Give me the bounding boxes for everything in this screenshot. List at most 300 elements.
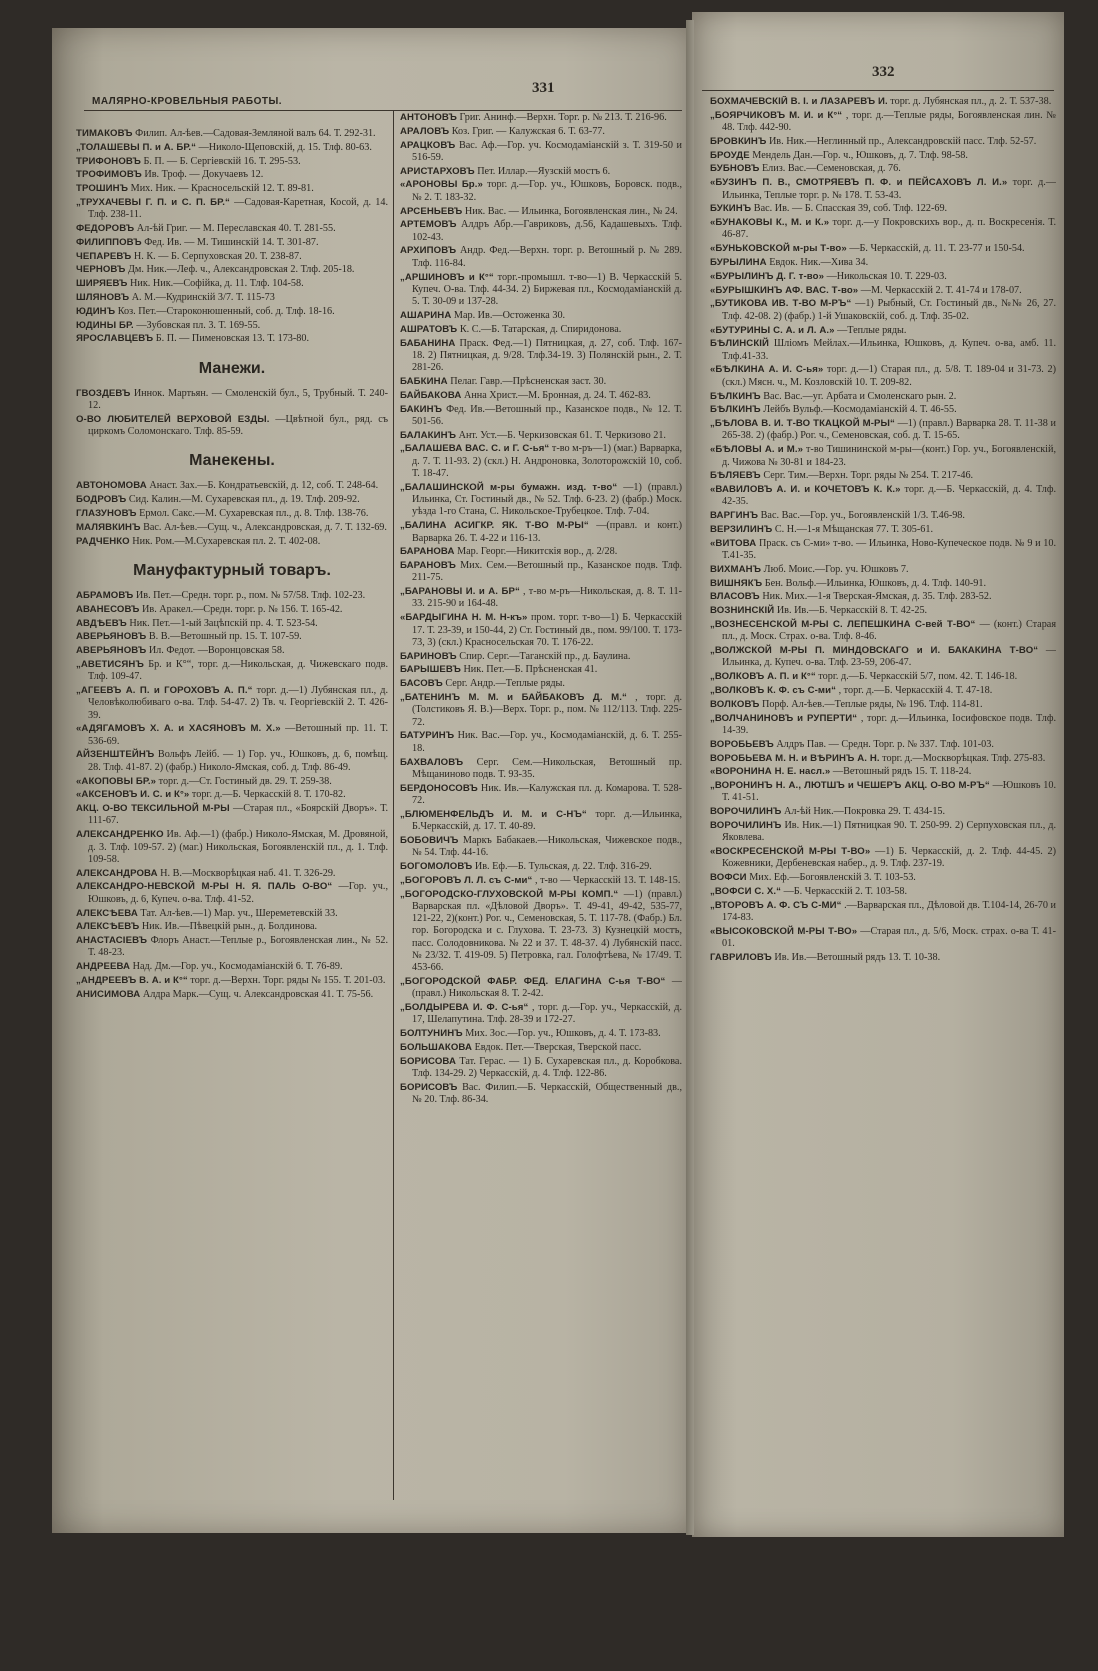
entry-details: А. М.—Кудринскій 3/7. Т. 115-73 [131, 292, 275, 304]
entry-details: Алдръ Пав. — Средн. Торг. р. № 337. Тлф. 101-03. [776, 738, 994, 750]
directory-entry [400, 664, 682, 676]
directory-entry [76, 169, 388, 181]
directory-entry [400, 889, 682, 975]
entry-details: —Николо-Щеповскій, д. 15. Тлф. 80-63. [198, 141, 372, 153]
column-divider [393, 110, 394, 1500]
entry-name: АВЕРЬЯНОВЪ [76, 631, 147, 643]
entry-details: Филип. Ал-ѣев.—Садовая-Земляной валъ 64. Т. 292-31. [135, 128, 376, 139]
directory-entry [710, 257, 1056, 269]
entry-details: торг. д.—у Покровскихъ вор., д. п. Воскресенія. Т. 46-87. [722, 217, 1056, 241]
directory-entry [400, 1002, 682, 1027]
entry-details: Порф. Ал-ѣев.—Теплые ряды, № 196. Тлф. 114-81. [762, 698, 983, 710]
directory-entry [710, 325, 1056, 337]
directory-entry [710, 338, 1056, 363]
entry-details: Б. П. — Б. Сергіевскій 16. Т. 295-53. [143, 155, 301, 167]
entry-details: Мендель Дан.—Гор. ч., Юшковъ, д. 7. Тлф. 98-58. [752, 149, 968, 161]
entry-name: О-ВО ЛЮБИТЕЛЕЙ ВЕРХОВОЙ ЕЗДЫ. [76, 413, 270, 425]
entry-name: АРИСТАРХОВЪ [400, 165, 475, 177]
directory-entry [76, 776, 388, 788]
directory-entry [76, 618, 388, 630]
entry-name: ГАВРИЛОВЪ [710, 952, 772, 963]
entry-details: Иннок. Мартьян. — Смоленскій бул., 5, Трубный. Т. 240-12. [88, 387, 388, 412]
directory-entry [710, 484, 1056, 509]
entry-name: „ВОРОНИНЪ Н. А., ЛЮТШЪ и ЧЕШЕРЪ АКЦ. О-ВО М-РЪ“ [710, 780, 990, 792]
entry-name: АЙЗЕНШТЕЙНЪ [76, 749, 155, 761]
entry-details: торг. д. Лубянская пл., д. 2. Т. 537-38. [890, 96, 1052, 107]
directory-entry [710, 136, 1056, 148]
entry-name: ВОРОБЬЕВЪ [710, 738, 774, 750]
directory-entry [710, 510, 1056, 522]
directory-entry [710, 591, 1056, 603]
entry-details: Тат. Ал-ѣев.—1) Мар. уч., Шереметевскій 33. [140, 907, 338, 919]
directory-entry [710, 900, 1056, 925]
entry-details: —Б. Черкасскій 2. Т. 103-58. [783, 886, 907, 898]
entry-details: Коз. Григ. — Калужская 6. Т. 63-77. [451, 125, 605, 137]
entry-details: Ив. Аф.—1) (фабр.) Николо-Ямская, М. Дровяной, д. 3. Тлф. 109-57. 2) (маг.) Никольская, Богоявленскій пл., д. 1. Тлф. 109-58. [88, 829, 388, 865]
entry-details: Коз. Пет.—Староконюшенный, соб. д. Тлф. 18-16. [117, 305, 335, 317]
entry-name: БАБКИНА [400, 375, 448, 387]
directory-entry [76, 306, 388, 318]
entry-details: , торг. д.—Ильинка, Іосифовское подв. Тлф. 14-39. [722, 712, 1056, 736]
directory-entry [710, 110, 1056, 135]
entry-details: Н. В.—Москворѣцкая наб. 41. Т. 326-29. [160, 867, 336, 879]
directory-entry [710, 699, 1056, 711]
entry-details: Ал-ѣй Григ. — М. Переславская 40. Т. 281-55. [136, 223, 336, 235]
directory-entry [710, 578, 1056, 590]
entry-name: «БУТУРИНЫ С. А. и Л. А.» [710, 324, 835, 336]
entry-name: «ВОРОНИНА Н. Е. насл.» [710, 766, 831, 778]
entry-name: БАРАНОВА [400, 546, 455, 558]
directory-entry [76, 522, 388, 534]
entry-details: торг. д.—Б. Черкасскій 8. Т. 170-82. [191, 789, 346, 801]
entry-name: „БЛЮМЕНФЕЛЬДЪ И. М. и С-НЪ“ [400, 808, 587, 820]
entry-name: „ВОЛКОВЪ К. Ф. съ С-ми“ [710, 685, 837, 697]
directory-entry [710, 605, 1056, 617]
directory-entry [400, 126, 682, 138]
entry-details: Н. К. — Б. Серпуховская 20. Т. 238-87. [133, 250, 302, 262]
entry-name: „БОГОРОДСКО-ГЛУХОВСКОЙ М-РЫ КОМП.“ [400, 888, 619, 900]
entry-details: Фед. Ив. — М. Тишинскій 14. Т. 301-87. [144, 236, 319, 248]
entry-name: АКЦ. О-ВО ТЕКСИЛЬНОЙ М-РЫ [76, 803, 230, 815]
entry-name: «БѢЛКИНА А. И. С-ья» [710, 364, 824, 376]
entry-details: Ник. Вас. — Ильинка, Богоявленская лин., № 24. [464, 205, 678, 217]
entry-name: „ВОЛЖСКОЙ М-РЫ П. МИНДОВСКАГО и И. БАКАКИНА Т-ВО“ [710, 645, 1039, 657]
entry-details: —1) (правл.) Ильинка, Ст. Гостиный дв., № 52. Тлф. 6-23. 2) (фабр.) Моск. уѣзда 1-го Стана, С. Никольское-Трубецкое. Тлф. 7-04. [412, 481, 682, 518]
directory-entry [710, 96, 1056, 108]
directory-entry [76, 264, 388, 276]
entry-details: Ник. Ив.—Калужская пл. д. Комарова. Т. 528-72. [412, 782, 682, 806]
header-rule-left [84, 110, 682, 111]
directory-entry [400, 678, 682, 690]
entry-details: Евдок. Пет.—Тверская, Тверской пасс. [474, 1042, 642, 1054]
entry-details: Мих. Еф.—Богоявленскій 3. Т. 103-53. [749, 872, 916, 884]
directory-entry [400, 1082, 682, 1107]
entry-name: БЕРДОНОСОВЪ [400, 782, 478, 794]
directory-entry [400, 404, 682, 429]
entry-name: БѢЛЯЕВЪ [710, 470, 761, 482]
directory-entry [710, 404, 1056, 416]
entry-name: БРОВКИНЪ [710, 135, 767, 147]
entry-name: ВОФСИ [710, 872, 747, 884]
directory-entry [76, 868, 388, 880]
directory-entry [76, 480, 388, 492]
entry-name: АЛЕКСАНДРО-НЕВСКОЙ М-РЫ Н. Я. ПАЛЬ О-ВО“ [76, 881, 333, 893]
entry-name: ГЛАЗУНОВЪ [76, 508, 137, 520]
section-heading: Манекены. [189, 452, 275, 470]
entry-name: «АКСЕНОВЪ И. С. и К°» [76, 789, 190, 801]
entry-details: Ник. Пет.—Б. Прѣсненская 41. [463, 664, 598, 676]
directory-entry [76, 237, 388, 249]
entry-name: АНТОНОВЪ [400, 112, 457, 123]
entry-details: Вас. Вас.—Гор. уч., Богоявленскій 1/3. Т.46-98. [760, 510, 965, 522]
directory-entry [710, 243, 1056, 255]
entry-details: —1) Б. Черкасскій, д. 2. Тлф. 44-45. 2) Кожевники, Дербеневская набер., д. 9. Тлф. 237-19. [722, 846, 1056, 870]
entry-name: АЛЕКСАНДРЕНКО [76, 829, 164, 841]
entry-details: Ник. Ник.—Софійка, д. 11. Тлф. 104-58. [130, 278, 304, 290]
entry-name: „АГЕЕВЪ А. П. и ГОРОХОВЪ А. П.“ [76, 685, 253, 696]
entry-details: торг. д.—Ст. Гостиный дв. 29. Т. 259-38. [158, 775, 332, 787]
entry-details: пром. торг. т-во—1) Б. Черкасскій 17. Т. 23-39, и 150-44, 2) Ст. Гостиный дв., пом. 99/100. Т. 173-73, 3) (скл.) Красносельская 70. Т. 176-22. [412, 612, 682, 648]
entry-details: Андр. Фед.—Верхн. торг. р. Ветошный р. № 289. Тлф. 116-84. [412, 245, 682, 269]
directory-entry [76, 156, 388, 168]
entry-details: торг. д.—Гор. уч., Юшковъ, Боровск. подв., № 2. Т. 183-32. [412, 179, 682, 203]
directory-entry [400, 1042, 682, 1054]
directory-entry [710, 872, 1056, 884]
entry-name: АБРАМОВЪ [76, 589, 134, 601]
entry-name: БОРИСОВЪ [400, 1081, 458, 1093]
entry-name: „ВОЗНЕСЕНСКОЙ М-РЫ С. ЛЕПЕШКИНА С-вей Т-ВО“ [710, 619, 976, 631]
directory-entry [400, 430, 682, 442]
entry-name: БАСОВЪ [400, 678, 443, 690]
directory-entry [710, 364, 1056, 389]
directory-entry [76, 223, 388, 235]
directory-entry [400, 612, 682, 649]
page-number-right: 332 [872, 64, 895, 80]
entry-name: «БУРЫЛИНЪ Д. Г. т-во» [710, 270, 825, 282]
entry-details: т-во Тишининской м-ры—(конт.) Гор. уч., Богоявленскій, д. Чижова № 30-81 и 184-23. [722, 444, 1056, 468]
entry-details: Тат. Герас. — 1) Б. Сухаревская пл., д. Коробкова. Тлф. 134-29. 2) Черкасскій, д. 4. Тлф. 122-86. [412, 1055, 682, 1080]
entry-details: Вас. Аф.—Гор. уч. Космодаміанскій з. Т. 319-50 и 516-59. [412, 139, 682, 163]
directory-entry [710, 806, 1056, 818]
entry-name: ТРОФИМОВЪ [76, 169, 142, 181]
directory-entry [710, 203, 1056, 215]
entry-name: „БОЯРЧИКОВЪ М. И. и К°“ [710, 109, 843, 121]
directory-entry [710, 780, 1056, 805]
entry-details: —Теплые ряды. [837, 324, 907, 336]
entry-name: „БОГОРОВЪ Л. Л. съ С-ми“ [400, 874, 533, 886]
entry-name: «БУНЬКОВСКОЙ м-ры Т-во» [710, 243, 847, 255]
directory-entry [400, 520, 682, 545]
directory-entry [710, 538, 1056, 563]
entry-details: Вас. Ив. — Б. Спасская 39, соб. Тлф. 122-69. [753, 203, 948, 215]
entry-details: Ник. Пет.—1-ый Зацѣпскій пр. 4. Т. 523-54. [129, 617, 318, 629]
entry-name: АРТЕМОВЪ [400, 219, 457, 231]
entry-name: ВОРОБЬЕВА М. Н. и ВѢРИНЪ А. Н. [710, 752, 880, 764]
directory-entry [400, 443, 682, 480]
entry-details: Ив. Ник.—1) Пятницкая 90. Т. 250-99. 2) Серпуховская пл., д. Яковлева. [722, 820, 1056, 844]
directory-entry [76, 494, 388, 506]
directory-entry [76, 292, 388, 304]
entry-name: БОЛЬШАКОВА [400, 1042, 473, 1054]
entry-details: —1) Рыбный, Ст. Гостиный дв., №№ 26, 27. Тлф. 42-08. 2) (фабр.) 1-й Ушаковскій, соб. д. Тлф. 35-02. [722, 298, 1056, 322]
directory-entry [400, 546, 682, 558]
entry-details: Григ. Анинф.—Верхн. Торг. р. № 213. Т. 216-96. [459, 112, 667, 123]
entry-details: Бр. и К°“, торг. д.—Никольская, д. Чижевскаго подв. Тлф. 109-47. [88, 658, 388, 683]
entry-details: —Садовая-Каретная, Косой, д. 14. Тлф. 238-11. [88, 196, 388, 221]
entry-details: торг. д.—1) Старая пл., д. 5/8. Т. 189-04 и 31-73. 2) (скл.) Мясн. ч., М. Козловскій 10. Т. 209-82. [722, 364, 1056, 388]
entry-details: Мих. Зос.—Гор. уч., Юшковъ, д. 4. Т. 173-83. [465, 1028, 661, 1040]
directory-entry [76, 128, 388, 140]
entry-name: „ТОЛАШЕВЫ П. и А. БР.“ [76, 141, 197, 153]
entry-details: —М. Черкасскій 2. Т. 41-74 и 178-07. [860, 284, 1022, 296]
directory-entry [710, 391, 1056, 403]
entry-name: „АРШИНОВЪ и К°“ [400, 271, 494, 283]
entry-details: Ив. Ив.—Ветошный рядъ 13. Т. 10-38. [774, 952, 941, 963]
entry-name: ВАРГИНЪ [710, 510, 759, 522]
directory-entry [400, 809, 682, 834]
entry-details: — (конт.) Старая пл., д. Моск. Страх. о-ва. Тлф. 8-46. [722, 619, 1056, 643]
directory-entry [76, 183, 388, 195]
header-rule-right [702, 90, 1054, 91]
entry-details: Ив. Троф. — Докучаевъ 12. [144, 169, 264, 181]
directory-entry [710, 271, 1056, 283]
entry-details: —Старая пл., д. 5/6, Моск. страх. о-ва Т. 41-01. [722, 925, 1056, 950]
entry-details: , торг. д.—Теплые ряды, Богоявленская лин. № 48. Тлф. 442-90. [722, 109, 1056, 134]
entry-name: „БУТИКОВА ИВ. Т-ВО М-РЪ“ [710, 298, 852, 310]
entry-name: БОХМАЧЕВСКІЙ В. І. и ЛАЗАРЕВЪ И. [710, 96, 888, 107]
directory-entry [400, 783, 682, 808]
entry-name: „АНДРЕЕВЪ В. А. и К°“ [76, 975, 188, 987]
directory-entry [400, 324, 682, 336]
directory-entry [400, 976, 682, 1001]
directory-entry [76, 935, 388, 960]
entry-details: .—Варварская пл., Дѣловой дв. Т.104-14, 26-70 и 174-83. [722, 899, 1056, 924]
directory-entry [710, 285, 1056, 297]
entry-details: торг. д.—Москворѣцкая. Тлф. 275-83. [882, 752, 1046, 764]
entry-name: АНДРЕЕВА [76, 961, 131, 973]
entry-details: Вольфъ Лейб. — 1) Гор. уч., Юшковъ, д. 6, помѣщ. 28. Тлф. 41-87. 2) (фабр.) Николо-Ямская, соб. д. Тлф. 86-49. [88, 749, 388, 773]
entry-details: Мар. Георг.—Никитскія вор., д. 2/28. [457, 546, 618, 558]
entry-name: АЛЕКСѢЕВА [76, 907, 138, 919]
directory-entry [76, 803, 388, 828]
entry-name: ФИЛИППОВЪ [76, 236, 142, 248]
entry-name: АШАРИНА [400, 309, 452, 321]
directory-entry [710, 418, 1056, 443]
entry-name: ШИРЯЕВЪ [76, 278, 128, 290]
entry-details: Бен. Вольф.—Ильинка, Юшковъ, д. 4. Тлф. 140-91. [764, 577, 986, 589]
directory-entry [400, 338, 682, 375]
directory-entry [76, 749, 388, 774]
directory-entry [400, 861, 682, 873]
directory-entry [400, 390, 682, 402]
entry-details: Пет. Иллар.—Яузскій мостъ 6. [477, 165, 611, 177]
directory-entry [76, 414, 388, 439]
entry-details: Шлiомъ Мейлах.—Ильинка, Юшковъ, д. Купеч. о-ва, амб. 11. Тлф.41-33. [722, 338, 1056, 362]
directory-entry [400, 482, 682, 519]
directory-entry [400, 179, 682, 204]
entry-name: АРСЕНЬЕВЪ [400, 205, 463, 217]
directory-entry [710, 524, 1056, 536]
entry-details: Алдра Марк.—Сущ. ч. Александровская 41. Т. 75-56. [142, 988, 374, 1000]
entry-name: ВИХМАНЪ [710, 563, 762, 575]
page-number-left: 331 [532, 80, 555, 96]
directory-entry [710, 150, 1056, 162]
directory-entry [400, 1056, 682, 1081]
entry-details: , торг. д.—Б. Черкасскій 4. Т. 47-18. [838, 685, 993, 697]
entry-name: АРАЛОВЪ [400, 125, 450, 137]
directory-entry [76, 197, 388, 222]
directory-entry [76, 961, 388, 973]
directory-entry [76, 921, 388, 933]
entry-details: Ник. Ив.—Пѣвецкій рын., д. Болдинова. [141, 921, 318, 933]
directory-entry [710, 753, 1056, 765]
entry-name: БАЛАКИНЪ [400, 429, 457, 441]
entry-name: ВОРОЧИЛИНЪ [710, 806, 782, 818]
entry-name: „АВЕТИСЯНЪ [76, 658, 144, 670]
entry-details: Ник. Мих.—1-я Тверская-Ямская, д. 35. Тлф. 283-52. [762, 591, 992, 603]
directory-entry [76, 320, 388, 332]
directory-entry [76, 723, 388, 748]
entry-name: ТИМАКОВЪ [76, 128, 133, 139]
entry-name: ВИШНЯКЪ [710, 577, 763, 589]
entry-details: Вас. Филип.—Б. Черкасскій, Общественный дв., № 20. Тлф. 86-34. [412, 1081, 682, 1106]
entry-name: БОБОВИЧЪ [400, 834, 459, 846]
entry-details: Ал-ѣй Ник.—Покровка 29. Т. 434-15. [783, 806, 946, 818]
entry-details: —Гор. уч., Юшковъ, д. 6, Купеч. о-ва. Тлф. 41-52. [88, 881, 388, 905]
entry-details: торг. д.—Верхн. Торг. ряды № 155. Т. 201-03. [190, 975, 386, 987]
entry-name: ЮДИНЫ БР. [76, 319, 134, 331]
running-title: МАЛЯРНО-КРОВЕЛЬНЫЯ РАБОТЫ. [92, 96, 283, 107]
entry-details: —Никольская 10. Т. 229-03. [826, 270, 947, 282]
entry-name: АВТОНОМОВА [76, 480, 147, 492]
entry-name: ЯРОСЛАВЦЕВЪ [76, 333, 154, 345]
entry-name: АВАНЕСОВЪ [76, 603, 140, 615]
entry-name: БОДРОВЪ [76, 494, 127, 506]
entry-details: —Ветошный пр. 11. Т. 536-69. [88, 723, 388, 747]
entry-name: БѢЛКИНЪ [710, 390, 761, 402]
entry-name: РАДЧЕНКО [76, 535, 130, 547]
section-heading: Мануфактурный товаръ. [133, 561, 331, 579]
directory-entry [400, 219, 682, 244]
entry-name: АНАСТАСІЕВЪ [76, 935, 148, 947]
entry-name: ТРОШИНЪ [76, 183, 129, 195]
entry-name: БАКИНЪ [400, 403, 443, 415]
directory-entry [710, 444, 1056, 469]
directory-entry [400, 272, 682, 309]
directory-entry [76, 908, 388, 920]
book-gutter [686, 20, 694, 1535]
directory-entry [76, 975, 388, 987]
entry-details: Фед. Ив.—Ветошный пр., Казанское подв., № 12. Т. 501-56. [412, 403, 682, 427]
entry-details: —Ветошный рядъ 15. Т. 118-24. [832, 766, 972, 778]
directory-entry [76, 989, 388, 1001]
directory-entry [400, 757, 682, 782]
entry-name: АВЕРЬЯНОВЪ [76, 645, 147, 657]
entry-details: Ант. Уст.—Б. Черкизовская 61. Т. Черкизово 21. [458, 429, 666, 441]
entry-name: „БАРАНОВЫ И. и А. БР“ [400, 586, 520, 598]
section-heading: Манежи. [198, 359, 266, 377]
directory-entry [76, 829, 388, 866]
entry-details: —Зубовская пл. 3. Т. 169-55. [136, 319, 261, 331]
entry-name: ЧЕПАРЕВЪ [76, 250, 132, 262]
entry-name: «ВЫСОКОВСКОЙ М-РЫ Т-ВО» [710, 925, 858, 937]
entry-details: Флоръ Анаст.—Теплые р., Богоявленская лин., № 52. Т. 48-23. [88, 935, 388, 959]
entry-details: Лейбъ Вульф.—Космодаміанскій 4. Т. 46-55. [763, 404, 957, 416]
entry-details: торг. д.—Ильинка, Б.Черкасскій, д. 17. Т. 40-89. [412, 808, 682, 833]
directory-entry [400, 835, 682, 860]
directory-entry [400, 140, 682, 165]
directory-entry [400, 560, 682, 585]
directory-entry [400, 112, 682, 124]
directory-entry [400, 310, 682, 322]
entry-details: Ив. Пет.—Средн. торг. р., пом. № 57/58. Тлф. 102-23. [135, 589, 366, 601]
directory-column-3 [710, 96, 1056, 1496]
entry-details: Ив. Еф.—Б. Тульская, д. 22. Тлф. 316-29. [474, 860, 652, 872]
entry-name: БОРИСОВА [400, 1055, 456, 1067]
entry-name: «БУЗИНЪ П. В., СМОТРЯЕВЪ П. Ф. и ПЕЙСАХОВЪ Л. И.» [710, 177, 1008, 189]
entry-name: „БАТЕНИНЪ М. М. и БАЙБАКОВЪ Д. М.“ [400, 692, 627, 704]
entry-details: —Юшковъ 10. Т. 41-51. [722, 780, 1056, 804]
directory-entry [710, 217, 1056, 242]
directory-entry [400, 875, 682, 887]
entry-details: Праск. съ С-ми» т-во. — Ильинка, Ново-Купеческое подв. № 9 и 10. Т.41-35. [722, 537, 1056, 562]
entry-name: ТРИФОНОВЪ [76, 155, 141, 167]
directory-entry [710, 564, 1056, 576]
entry-details: Ив. Ник.—Неглинный пр., Александровскій пасс. Тлф. 52-57. [768, 135, 1037, 147]
entry-details: Ил. Федот. —Воронцовская 58. [148, 645, 285, 657]
entry-name: БАХВАЛОВЪ [400, 756, 464, 768]
entry-details: Серг. Андр.—Теплые ряды. [445, 678, 565, 690]
entry-name: БАЙБАКОВА [400, 389, 462, 401]
entry-details: —1) (правл.) Варварская пл. «Дѣловой Дворъ». Т. 49-41, 49-42, 535-77, 121-22, 2)(конт.) Рог. ч., Семеновская, 5. Т. 117-78. (Фабр.) Бл. гор. Богородска и с. Глухова. Т. 23-73. 3) Кузнецкій мостъ, пасс. Солодовникова. № 22 и 37. Т. 48-37. 4) Лубянскій пасс. № 23/32. Т. 419-09. 5) Петровка, гал. Голофтѣева, № 17/49. Т. 453-66. [412, 888, 682, 974]
entry-name: «АРОНОВЫ Бр.» [400, 179, 483, 191]
directory-entry [710, 619, 1056, 644]
entry-details: —Б. Черкасскій, д. 11. Т. 23-77 и 150-54. [849, 243, 1025, 255]
entry-details: , торг. д.—Гор. уч., Черкасскій, д. 17, Шелапутина. Тлф. 28-39 и 172-27. [412, 1002, 682, 1026]
entry-name: «БУРЫШКИНЪ АФ. ВАС. Т-во» [710, 284, 859, 296]
entry-details: Анаст. Зах.—Б. Кондратьевскій, д. 12, соб. Т. 248-64. [149, 480, 379, 492]
entry-name: БУБНОВЪ [710, 163, 760, 175]
entry-name: ШЛЯНОВЪ [76, 292, 130, 304]
entry-name: „БОЛДЫРЕВА И. Ф. С-ья“ [400, 1002, 529, 1014]
directory-entry [710, 163, 1056, 175]
entry-details: Вас. Вас.—уг. Арбата и Смоленскаго рын. 2. [763, 390, 957, 402]
entry-details: Ермол. Сакс.—М. Сухаревская пл., д. 8. Тлф. 138-76. [139, 508, 369, 520]
entry-details: торг. д.—1) Лубянская пл., д. Человѣколюбиваго о-ва. Тлф. 54-47. 2) Тв. ч. Георгіевскій 2. Т. 426-39. [88, 685, 388, 721]
directory-entry [710, 298, 1056, 323]
entry-details: К. С.—Б. Татарская, д. Спиридонова. [459, 323, 622, 335]
entry-details: Спир. Серг.—Таганскій пр., д. Баулина. [459, 650, 631, 662]
directory-entry [710, 713, 1056, 738]
entry-details: Мар. Ив.—Остоженка 30. [453, 309, 566, 321]
entry-details: —Цвѣтной бул., ряд. съ циркомъ Соломонскаго. Тлф. 85-59. [88, 413, 388, 438]
entry-name: „БѢЛОВА В. И. Т-ВО ТКАЦКОЙ М-РЫ“ [710, 418, 895, 430]
directory-entry [710, 926, 1056, 951]
directory-column-2 [400, 112, 682, 1500]
entry-details: торг. д.—Б. Черкасскій, д. 4. Тлф. 42-35. [722, 484, 1056, 508]
entry-name: „ТРУХАЧЕВЫ Г. П. и С. П. БР.“ [76, 196, 230, 208]
entry-name: „БОГОРОДСКОЙ ФАБР. ФЕД. ЕЛАГИНА С-ья Т-ВО“ [400, 976, 666, 988]
entry-details: Мих. Ник. — Красносельскій 12. Т. 89-81. [130, 183, 314, 195]
directory-entry [76, 881, 388, 906]
entry-name: ВЛАСОВЪ [710, 591, 760, 603]
entry-details: Дм. Ник.—Леф. ч., Александровская 2. Тлф. 205-18. [127, 264, 355, 276]
entry-details: , торг. д. (Толстиковъ Я. В.)—Верх. Торг. р., пом. № 112/113. Тлф. 225-72. [412, 692, 682, 728]
entry-name: «ВОСКРЕСЕНСКОЙ М-РЫ Т-ВО» [710, 846, 871, 858]
entry-details: —(правл. и конт.) Варварка 26. Т. 4-22 и 116-13. [412, 520, 682, 544]
directory-entry [76, 631, 388, 643]
entry-name: ВОЛКОВЪ [710, 698, 760, 710]
